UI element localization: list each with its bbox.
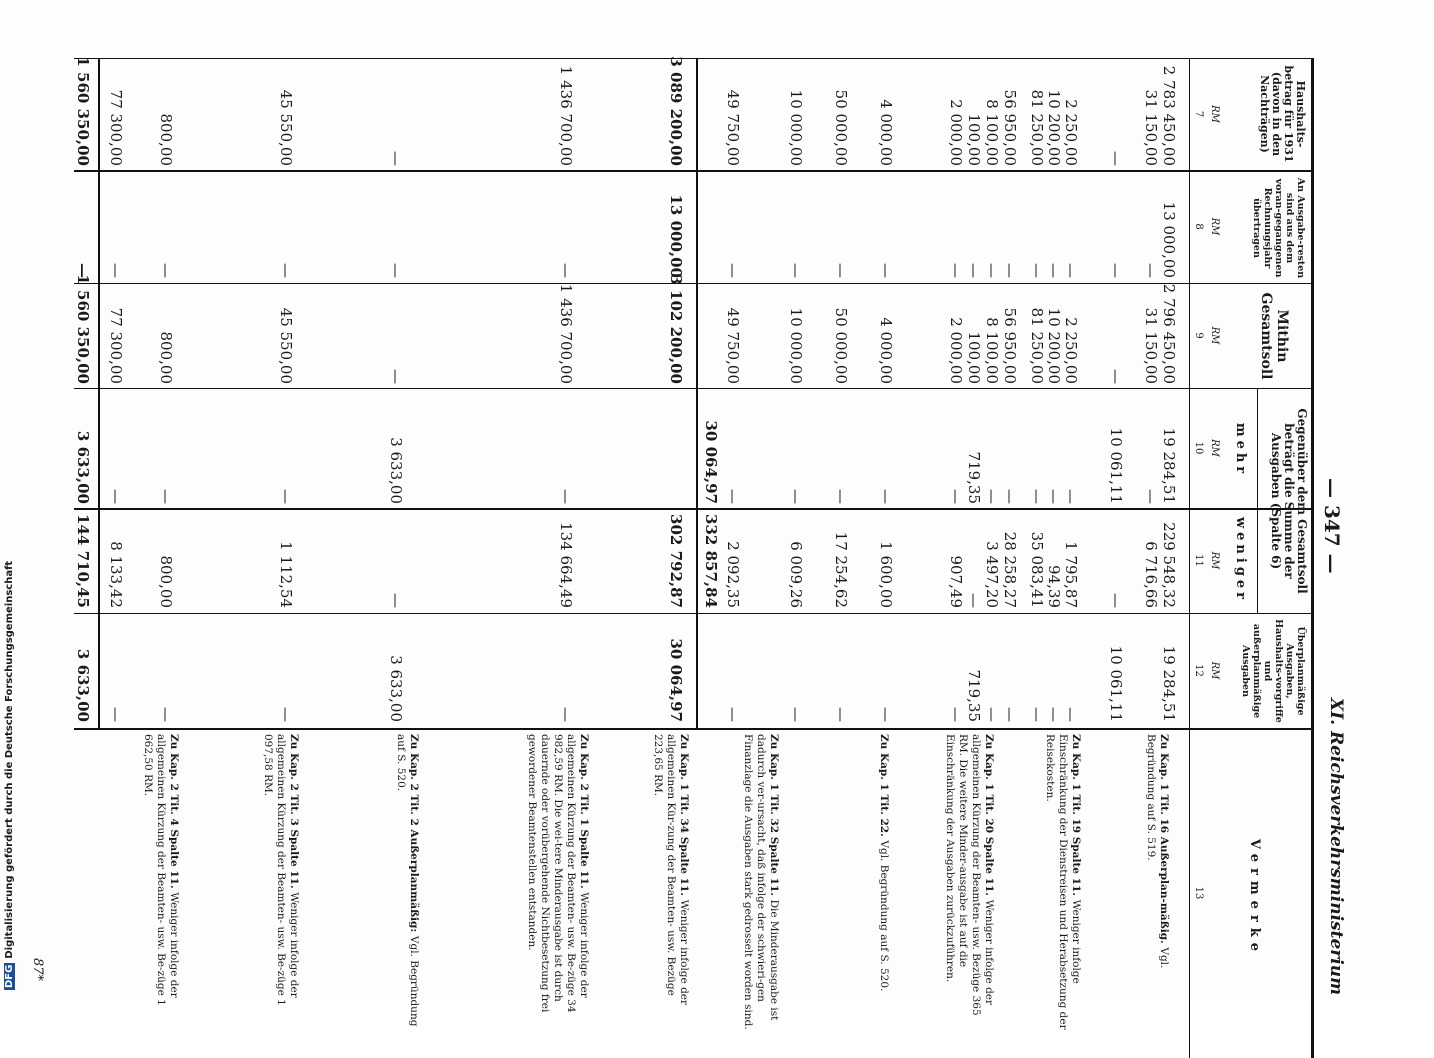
cell-c7-row14: 49 750,00 xyxy=(724,89,742,166)
cell-c10-row7: — xyxy=(1001,489,1019,504)
cell-c9-row2-1: 1 436 700,00 xyxy=(557,283,575,384)
cell-c10-row2: — xyxy=(1142,489,1160,504)
cell-c11-row2-3: 1 112,54 xyxy=(277,541,295,608)
cell-c7-row5: 10 200,00 xyxy=(1045,89,1063,166)
cell-c8-row12: — xyxy=(832,263,850,278)
cell-c11-row9: — xyxy=(965,593,983,608)
header-col9: Mithin Gesamtsoll xyxy=(1258,292,1290,380)
remark-3 xyxy=(943,734,995,1034)
cell-c12-row2-1: — xyxy=(557,707,575,722)
cell-c11-row2-4: 800,00 xyxy=(157,555,175,608)
remark-head: Zu Kap. 1 Tit. 19 Spalte 11. xyxy=(1070,734,1082,900)
cell-c9-row7: 56 950,00 xyxy=(1001,307,1019,384)
colno-9: 9 xyxy=(1193,332,1204,339)
cell-c10-row12: — xyxy=(832,489,850,504)
page-number: — 347 — xyxy=(1320,478,1344,574)
cell-c12-row5: — xyxy=(1045,707,1063,722)
cell-c11-row13: 6 009,26 xyxy=(787,541,805,608)
cell-c7-row4: 2 250,00 xyxy=(1062,99,1080,166)
header-col10-11-group: Gegenüber dem Gesamtsoll beträgt die Summe der Ausgaben (Spalte 6) xyxy=(1269,408,1309,594)
cell-c10-row5: — xyxy=(1045,489,1063,504)
cell-c9-row8: 8 100,00 xyxy=(983,317,1001,384)
cell-c10-row10: — xyxy=(947,489,965,504)
cell-c8-row2-2: — xyxy=(387,263,405,278)
subtotal-rule xyxy=(696,58,698,728)
cell-c9-row9: 100,00 xyxy=(965,331,983,384)
cell-c12-row2-5: — xyxy=(107,707,125,722)
total-c11: 144 710,45 xyxy=(74,514,92,608)
cell-c11-row2-5: 8 133,42 xyxy=(107,541,125,608)
cell-c8-row3: — xyxy=(1107,263,1125,278)
cell-c11-row6: 35 083,41 xyxy=(1028,531,1046,608)
cell-c8-row10: — xyxy=(947,263,965,278)
table-top-rule xyxy=(1311,58,1314,1058)
funding-notice xyxy=(4,561,15,990)
col-divider xyxy=(74,388,1314,389)
cell-c11-row14: 2 092,35 xyxy=(724,541,742,608)
colno-10: 10 xyxy=(1193,441,1204,455)
total-c7: 1 560 350,00 xyxy=(74,56,92,166)
colno-11: 11 xyxy=(1193,554,1204,567)
remark-8 xyxy=(394,734,420,1034)
cell-c8-row13: — xyxy=(787,263,805,278)
cell-c7-row7: 56 950,00 xyxy=(1001,89,1019,166)
cell-c9-row13: 10 000,00 xyxy=(787,307,805,384)
header-col10: mehr xyxy=(1233,422,1248,478)
cell-c8-row1: 13 000,00 xyxy=(1160,201,1178,278)
total-c8: — xyxy=(74,263,92,278)
header-col13: Vermerke xyxy=(1247,838,1262,958)
cell-c8-row2-5: — xyxy=(107,263,125,278)
total-c10: 3 633,00 xyxy=(74,430,92,504)
cell-c7-row2-4: 800,00 xyxy=(157,113,175,166)
cell-c11-row2-1: 134 664,49 xyxy=(557,522,575,608)
subtotal-c7: 3 089 200,00 xyxy=(667,56,685,166)
cell-c9-row10: 2 000,00 xyxy=(947,317,965,384)
cell-c9-row12: 50 000,00 xyxy=(832,307,850,384)
cell-c10-row2-2: 3 633,00 xyxy=(387,437,405,504)
remark-head: Zu Kap. 1 Tit. 16 Außerplan-mäßig. xyxy=(1158,734,1170,948)
cell-c7-row2-3: 45 550,00 xyxy=(277,89,295,166)
cell-c8-row14: — xyxy=(724,263,742,278)
cell-c9-row11: 4 000,00 xyxy=(877,317,895,384)
cell-c12-row2-4: — xyxy=(157,707,175,722)
cell-c8-row7: — xyxy=(1001,263,1019,278)
remark-10 xyxy=(141,734,180,1034)
cell-c11-row7: 28 258,27 xyxy=(1001,531,1019,608)
remark-head: Zu Kap. 2 Tit. 4 Spalte 11. xyxy=(168,734,180,893)
cell-c8-row2: — xyxy=(1142,263,1160,278)
remark-text: Weniger infolge der allgemeinen Kürzung der Beamten- usw. Bezüge 365 RM. Die weitere Minder-ausgabe ist auf die Einschränkung der Ausgaben zurückzuführen. xyxy=(944,734,995,1016)
colno-7: 7 xyxy=(1193,110,1204,118)
remark-head: Zu Kap. 1 Tit. 22. xyxy=(878,734,890,841)
cell-c9-row2: 31 150,00 xyxy=(1142,307,1160,384)
remark-1 xyxy=(1144,734,1170,1034)
remark-head: Zu Kap. 1 Tit. 34 Spalte 11. xyxy=(678,734,690,900)
remark-2 xyxy=(1043,734,1082,1034)
cell-c11-row8: 3 497,20 xyxy=(983,541,1001,608)
remark-head: Zu Kap. 1 Tit. 20 Spalte 11. xyxy=(983,734,995,900)
cell-c11-row3: — xyxy=(1107,593,1125,608)
cell-c10-row13: — xyxy=(787,489,805,504)
col-divider xyxy=(74,508,1314,510)
cell-c8-row11: — xyxy=(877,263,895,278)
remark-text: Weniger infolge der allgemeinen Kürzung der Beamten- usw. Be-züge 1 662,50 RM. xyxy=(142,734,180,1006)
group-rule xyxy=(1257,388,1258,613)
cell-c11-row1: 229 548,32 xyxy=(1160,522,1178,608)
cell-c9-row5: 10 200,00 xyxy=(1045,307,1063,384)
cell-c11-row2: 6 716,66 xyxy=(1142,541,1160,608)
cell-c7-row8: 8 100,00 xyxy=(983,99,1001,166)
header-col7: Haushalts-betrag für 1931 (davon in den Nachträgen) xyxy=(1258,65,1307,163)
remark-text: Vgl. Begründung auf S. 520. xyxy=(878,840,890,992)
remark-text: Weniger infolge der allgemeinen Kürzung der Beamten- usw. Be-züge 1 097,58 RM. xyxy=(262,734,300,1006)
cell-c8-row4: — xyxy=(1062,263,1080,278)
unit-col11: RM xyxy=(1209,551,1220,570)
cell-c12-row4: — xyxy=(1062,707,1080,722)
colno-12: 12 xyxy=(1193,664,1204,677)
cell-c7-row2-1: 1 436 700,00 xyxy=(557,65,575,166)
col-divider xyxy=(74,170,1314,172)
cell-c7-row2: 31 150,00 xyxy=(1142,89,1160,166)
remark-5 xyxy=(741,734,780,1034)
cell-c10-row9: 719,35 xyxy=(965,451,983,504)
cell-c9-row3: — xyxy=(1107,369,1125,384)
total-rule xyxy=(98,58,100,728)
cell-c9-row2-5: 77 300,00 xyxy=(107,307,125,384)
header-col12: Überplanmäßige Ausgaben, Haushalts-vorgriffe und außerplanmäßige Ausgaben xyxy=(1240,619,1306,723)
col-divider xyxy=(74,728,1314,730)
funding-notice-text: Digitalisierung gefördert durch die Deutsche Forschungsgemeinschaft xyxy=(4,560,15,959)
cell-c8-row2-1: — xyxy=(557,263,575,278)
cell-c12-row12: — xyxy=(832,707,850,722)
remark-text: Weniger infolge Einschränkung der Dienstreisen und Herabsetzung der Reisekosten. xyxy=(1044,734,1082,1030)
cell-c10-row3: 10 061,11 xyxy=(1107,427,1125,504)
cell-c10-row11: — xyxy=(877,489,895,504)
remark-text: Vgl. Begründung auf S. 520. xyxy=(395,734,420,1027)
header-col11: weniger xyxy=(1233,516,1248,604)
cell-c10-row2-5: — xyxy=(107,489,125,504)
footer-number: 87* xyxy=(30,958,45,982)
rotated-table-frame xyxy=(30,56,1350,1058)
remark-head: Zu Kap. 2 Tit. 1 Spalte 11. xyxy=(578,734,590,893)
cell-c9-row2-4: 800,00 xyxy=(157,331,175,384)
col-divider xyxy=(74,283,1314,284)
remark-6 xyxy=(651,734,690,1034)
header-col8: An Ausgabe-resten sind aus dem voran-gegangenen Rechnungsjahr übertragen xyxy=(1251,177,1306,279)
cell-c7-row11: 4 000,00 xyxy=(877,99,895,166)
cell-c10-row2-4: — xyxy=(157,489,175,504)
cell-c7-row2-5: 77 300,00 xyxy=(107,89,125,166)
subtotal-c10: 30 064,97 xyxy=(702,420,720,504)
cell-c9-row1: 2 796 450,00 xyxy=(1160,283,1178,384)
cell-c10-row2-3: — xyxy=(277,489,295,504)
remark-head: Zu Kap. 2 Tit. 3 Spalte 11. xyxy=(288,734,300,893)
cell-c12-row8: — xyxy=(983,707,1001,722)
subtotal-c11a: 332 857,84 xyxy=(702,514,720,608)
cell-c12-row9: 719,35 xyxy=(965,669,983,722)
cell-c8-row6: — xyxy=(1028,263,1046,278)
cell-c9-row4: 2 250,00 xyxy=(1062,317,1080,384)
cell-c7-row9: 100,00 xyxy=(965,113,983,166)
cell-c12-row1: 19 284,51 xyxy=(1160,645,1178,722)
unit-col7: RM xyxy=(1209,105,1220,123)
cell-c9-row14: 49 750,00 xyxy=(724,307,742,384)
subtotal-c11b: 302 792,87 xyxy=(667,514,685,608)
cell-c8-row8: — xyxy=(983,263,1001,278)
cell-c10-row14: — xyxy=(724,489,742,504)
cell-c7-row3: — xyxy=(1107,151,1125,166)
subtotal-c8: 13 000,00 xyxy=(667,194,685,278)
remark-4 xyxy=(877,734,890,1034)
remark-7 xyxy=(525,734,590,1034)
cell-c11-row2-2: — xyxy=(387,593,405,608)
cell-c7-row1: 2 783 450,00 xyxy=(1160,65,1178,166)
cell-c9-row6: 81 250,00 xyxy=(1028,307,1046,384)
subtotal-c9: 3 102 200,00 xyxy=(667,274,685,384)
col-divider xyxy=(74,58,1314,59)
col-divider xyxy=(74,613,1314,614)
cell-c12-row10: — xyxy=(947,707,965,722)
remark-9 xyxy=(261,734,300,1034)
cell-c7-row6: 81 250,00 xyxy=(1028,89,1046,166)
unit-col12: RM xyxy=(1209,661,1220,680)
total-c12: 3 633,00 xyxy=(74,648,92,722)
cell-c8-row2-4: — xyxy=(157,263,175,278)
cell-c10-row4: — xyxy=(1062,489,1080,504)
cell-c12-row2-2: 3 633,00 xyxy=(387,655,405,722)
cell-c9-row2-3: 45 550,00 xyxy=(277,307,295,384)
cell-c11-row11: 1 600,00 xyxy=(877,541,895,608)
cell-c11-row4: 1 795,87 xyxy=(1062,541,1080,608)
colno-13: 13 xyxy=(1193,886,1204,900)
unit-col9: RM xyxy=(1209,326,1220,345)
colno-8: 8 xyxy=(1193,223,1204,230)
cell-c7-row13: 10 000,00 xyxy=(787,89,805,166)
remark-text: Vgl. Begründung auf S. 519. xyxy=(1145,734,1170,969)
cell-c11-row5: 94,39 xyxy=(1045,565,1063,608)
total-c9: 1 560 350,00 xyxy=(74,274,92,384)
remark-head: Zu Kap. 1 Tit. 32 Spalte 11. xyxy=(768,734,780,900)
remark-text: Weniger infolge der allgemeinen Kürzung der Beamten- usw. Be-züge 34 982,59 RM. Die wei-tere Minderausgabe ist durch dauernde oder vorübergehende Nichtbesetzung frei gewordener Beamtenstellen entstanden. xyxy=(526,734,590,1013)
cell-c12-row3: 10 061,11 xyxy=(1107,645,1125,722)
cell-c8-row9: — xyxy=(965,263,983,278)
remark-head: Zu Kap. 2 Tit. 2 Außerplanmäßig: xyxy=(408,734,420,936)
cell-c10-row8: — xyxy=(983,489,1001,504)
unit-col10: RM xyxy=(1209,439,1220,457)
cell-c12-row11: — xyxy=(877,707,895,722)
cell-c11-row10: 907,49 xyxy=(947,555,965,608)
cell-c10-row2-1: — xyxy=(557,489,575,504)
cell-c11-row12: 17 254,62 xyxy=(832,531,850,608)
cell-c12-row7: — xyxy=(1001,707,1019,722)
cell-c10-row6: — xyxy=(1028,489,1046,504)
cell-c12-row13: — xyxy=(787,707,805,722)
cell-c12-row14: — xyxy=(724,707,742,722)
remark-text: Weniger infolge der allgemeinen Kür-zung der Beamten- usw. Bezüge 223,65 RM. xyxy=(652,734,690,1006)
dfg-logo: DFG xyxy=(4,964,15,988)
remark-text: Die Minderausgabe ist dadurch ver-ursacht, daß infolge der schwieri-gen Finanzlage die Ausgaben stark gedrosselt worden sind. xyxy=(742,734,780,1030)
cell-c12-row2-3: — xyxy=(277,707,295,722)
cell-c7-row10: 2 000,00 xyxy=(947,99,965,166)
chapter-title: XI. Reichsverkehrsministerium xyxy=(1326,698,1346,996)
cell-c7-row12: 50 000,00 xyxy=(832,89,850,166)
header-bottom-rule xyxy=(1189,58,1190,1058)
cell-c9-row2-2: — xyxy=(387,369,405,384)
subtotal-c12: 30 064,97 xyxy=(667,638,685,722)
cell-c7-row2-2: — xyxy=(387,151,405,166)
cell-c12-row6: — xyxy=(1028,707,1046,722)
cell-c10-row1: 19 284,51 xyxy=(1160,427,1178,504)
cell-c8-row2-3: — xyxy=(277,263,295,278)
cell-c8-row5: — xyxy=(1045,263,1063,278)
unit-col8: RM xyxy=(1209,217,1220,236)
